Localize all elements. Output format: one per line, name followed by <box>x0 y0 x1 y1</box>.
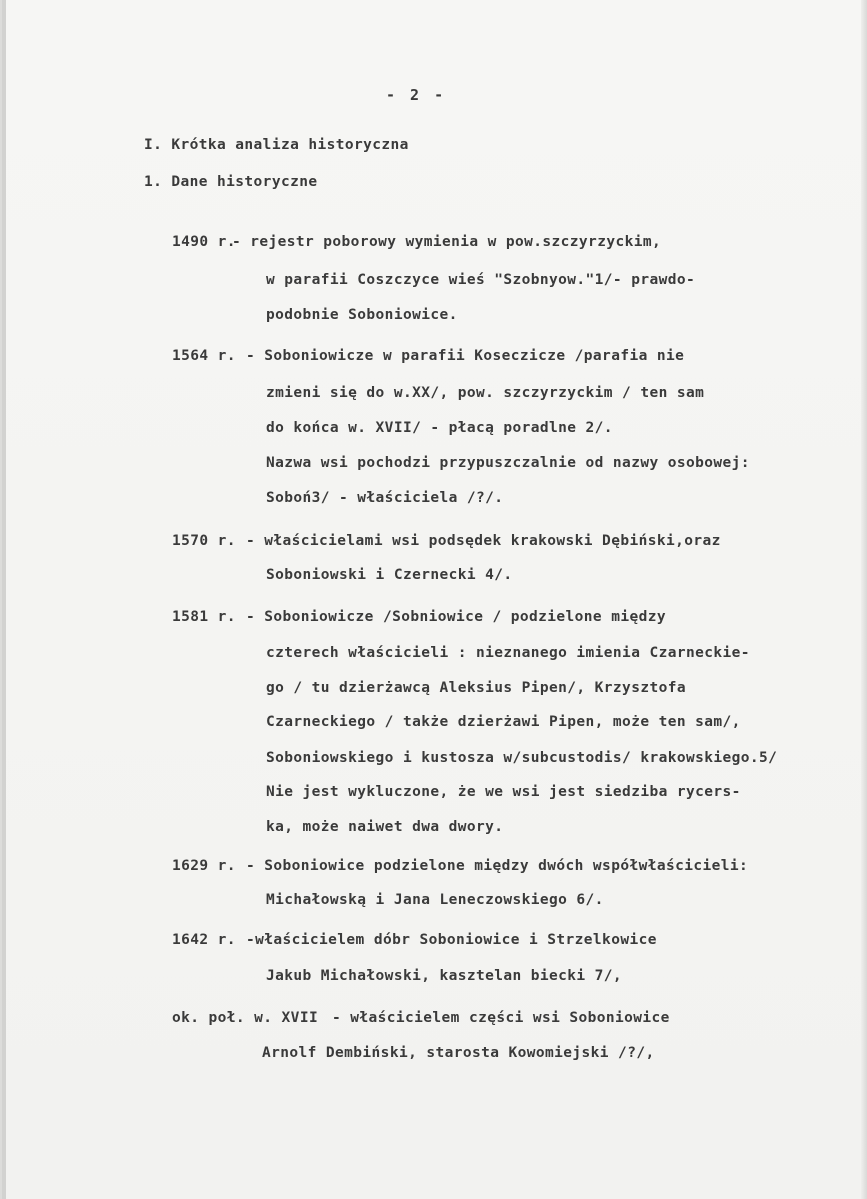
entry-year: 1581 r. <box>172 609 236 625</box>
entry-line: - właścicielem części wsi Soboniowice <box>332 1010 670 1026</box>
entry-line: - rejestr poborowy wymienia w pow.szczyrzyckim, <box>232 234 662 250</box>
subsection-heading: 1. Dane historyczne <box>144 174 318 190</box>
page-left-edge <box>2 0 6 1199</box>
entry-line: czterech właścicieli : nieznanego imienia Czarneckie- <box>266 645 750 661</box>
entry-line: ka, może naiwet dwa dwory. <box>266 819 504 835</box>
entry-line: Arnolf Dembiński, starosta Kowomiejski /?/, <box>262 1045 655 1061</box>
section-heading: I. Krótka analiza historyczna <box>144 137 409 153</box>
entry-line: go / tu dzierżawcą Aleksius Pipen/, Krzysztofa <box>266 680 686 696</box>
entry-year: 1564 r. <box>172 348 236 364</box>
entry-line: zmieni się do w.XX/, pow. szczyrzyckim / ten sam <box>266 385 705 401</box>
entry-line: w parafii Coszczyce wieś "Szobnyow."1/- prawdo- <box>266 272 696 288</box>
entry-line: -właścicielem dóbr Soboniowice i Strzelkowice <box>246 932 657 948</box>
entry-year: 1642 r. <box>172 932 236 948</box>
entry-year: 1629 r. <box>172 858 236 874</box>
entry-line: Soboniowski i Czernecki 4/. <box>266 567 513 583</box>
entry-line: - Soboniowicze /Sobniowice / podzielone między <box>246 609 666 625</box>
entry-line: Jakub Michałowski, kasztelan biecki 7/, <box>266 968 623 984</box>
entry-line: do końca w. XVII/ - płacą poradlne 2/. <box>266 420 613 436</box>
entry-line: - Soboniowice podzielone między dwóch współwłaścicieli: <box>246 858 749 874</box>
entry-year: ok. poł. w. XVII <box>172 1010 319 1026</box>
page-number: - 2 - <box>386 86 447 104</box>
entry-line: Michałowską i Jana Leneczowskiego 6/. <box>266 892 604 908</box>
entry-line: - Soboniowicze w parafii Koseczicze /parafia nie <box>246 348 685 364</box>
entry-line: Nazwa wsi pochodzi przypuszczalnie od nazwy osobowej: <box>266 455 750 471</box>
entry-line: podobnie Soboniowice. <box>266 307 458 323</box>
entry-line: Soboniowskiego i kustosza w/subcustodis/ krakowskiego.5/ <box>266 750 778 766</box>
entry-year: 1570 r. <box>172 533 236 549</box>
entry-line: Nie jest wykluczone, że we wsi jest siedziba rycers- <box>266 784 741 800</box>
entry-year: 1490 r. <box>172 234 236 250</box>
entry-line: - właścicielami wsi podsędek krakowski Dębiński,oraz <box>246 533 721 549</box>
entry-line: Czarneckiego / także dzierżawi Pipen, może ten sam/, <box>266 714 741 730</box>
entry-line: Soboń3/ - właściciela /?/. <box>266 490 504 506</box>
page-right-edge <box>861 0 867 1199</box>
